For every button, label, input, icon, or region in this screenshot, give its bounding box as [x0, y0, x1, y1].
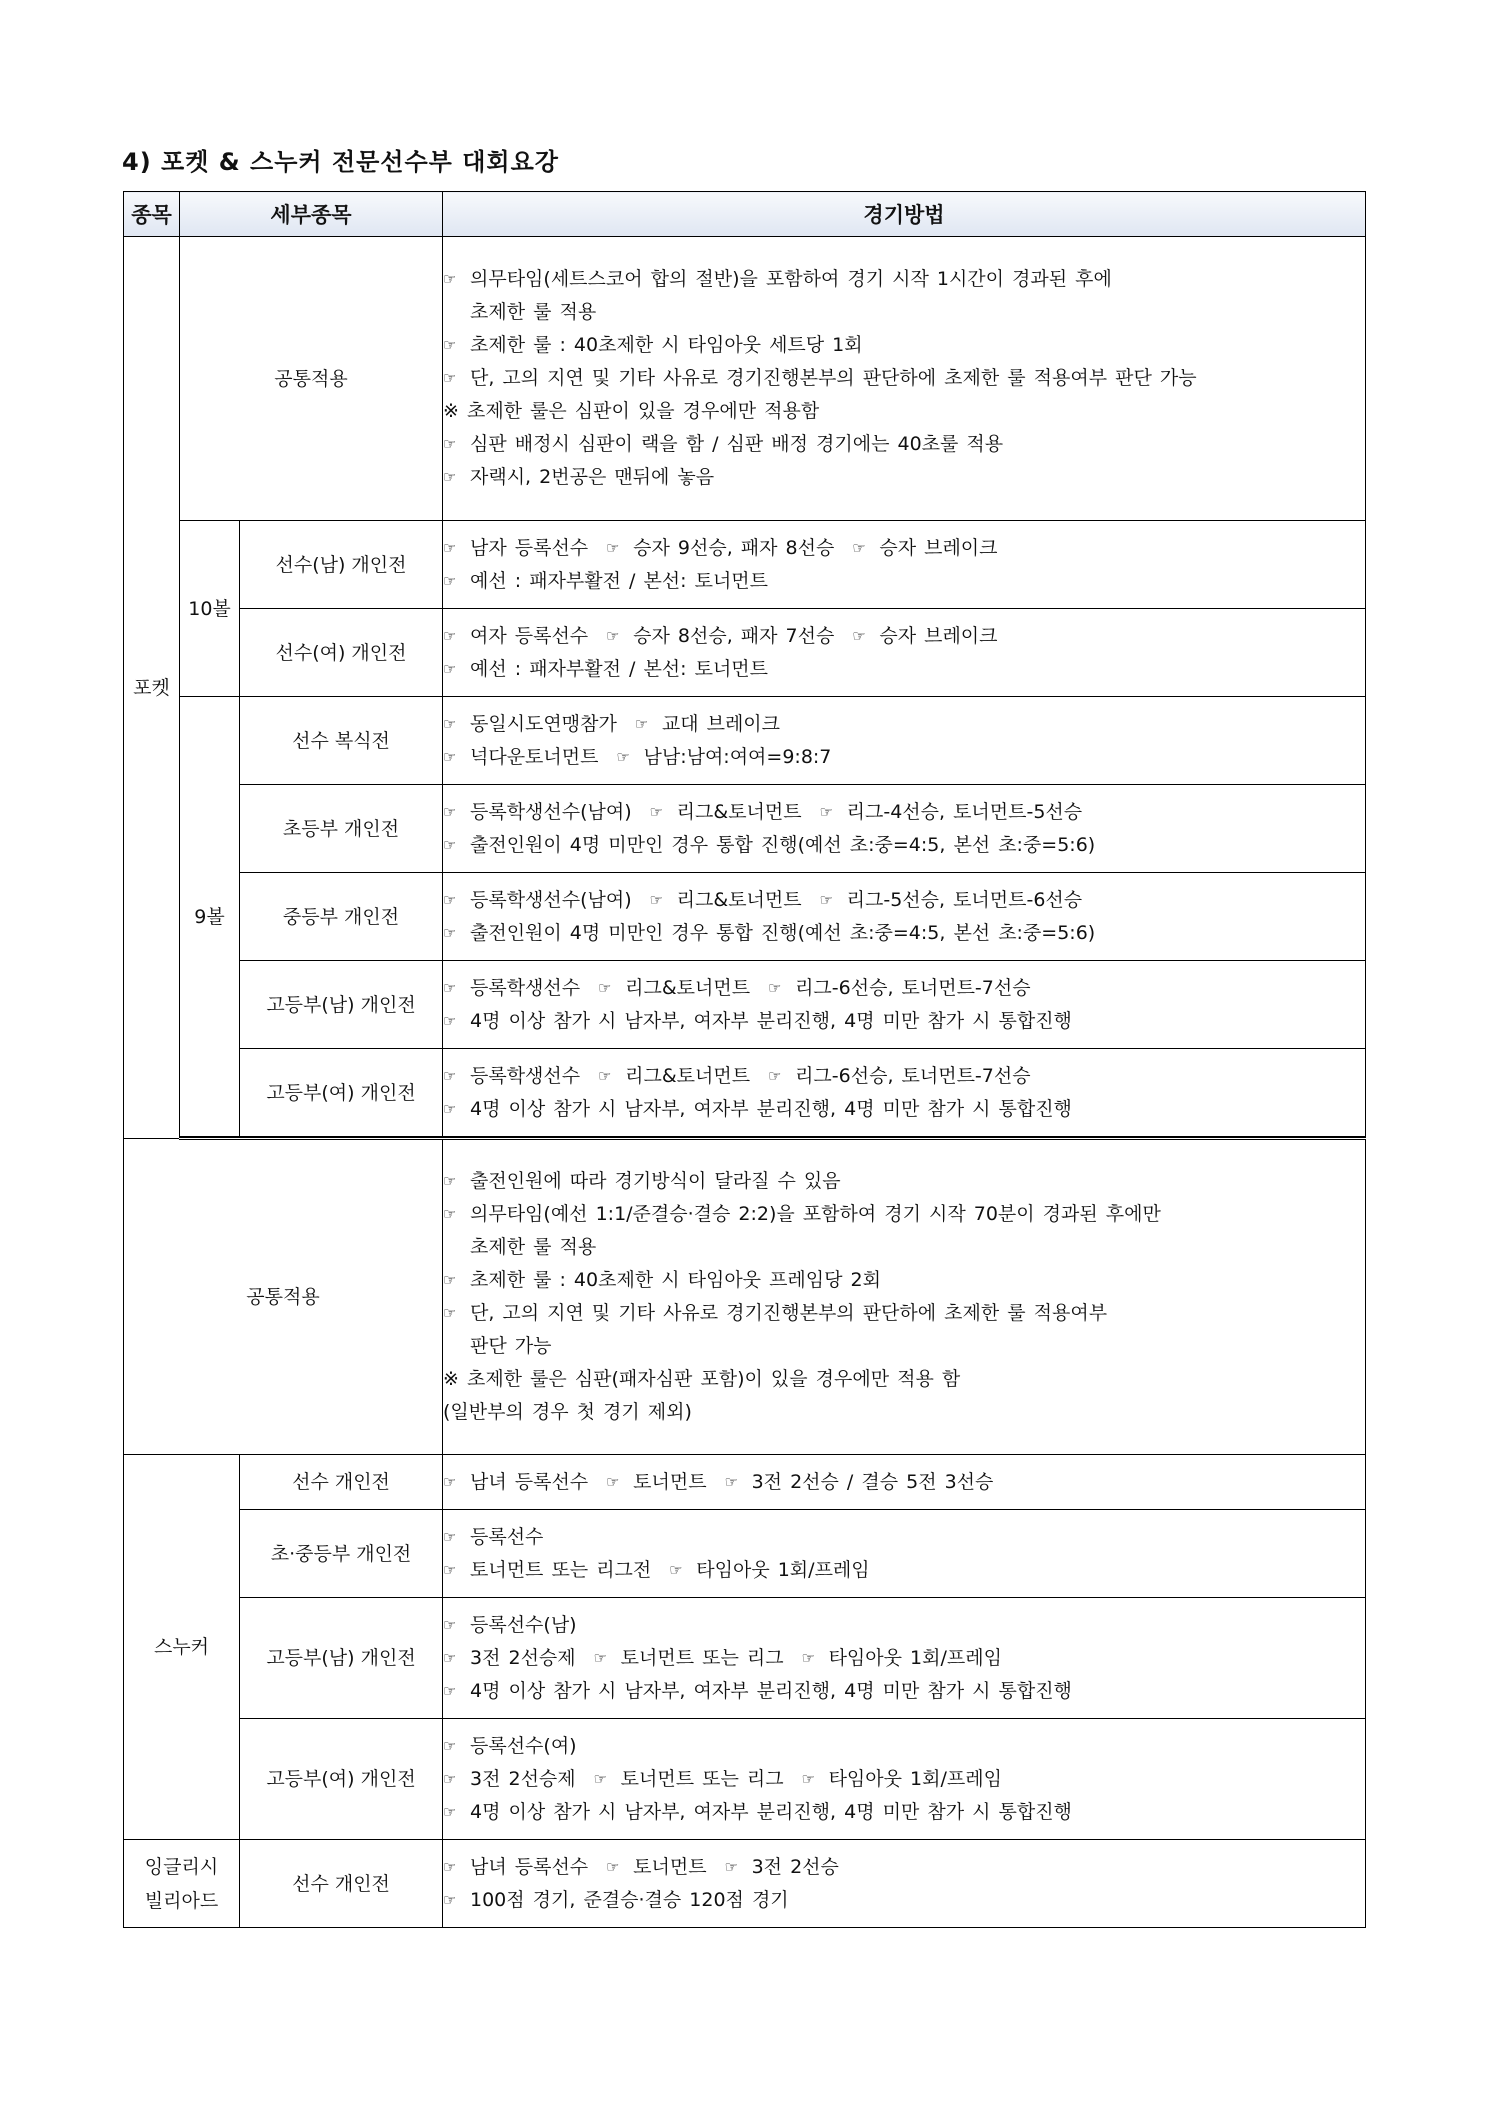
pointing-hand-icon: ☞ [801, 1769, 816, 1788]
rule-line [443, 1060, 1365, 1093]
rule-text: 승자 브레이크 [879, 536, 998, 559]
rule-line [443, 428, 1365, 461]
pointing-hand-icon: ☞ [649, 890, 664, 909]
pointing-hand-icon: ☞ [443, 1205, 457, 1223]
rule-text: 초제한 룰 적용 [470, 1236, 597, 1258]
pointing-hand-icon: ☞ [606, 1472, 620, 1491]
pointing-hand-icon: ☞ [801, 1648, 816, 1667]
rule-line [443, 532, 1365, 565]
rule-text: 100점 경기, 준결승·결승 120점 경기 [470, 1888, 789, 1911]
pointing-hand-icon: ☞ [443, 1527, 457, 1546]
pointing-hand-icon: ☞ [443, 1066, 457, 1085]
label-doubles: 선수 복식전 [240, 697, 443, 785]
pointing-hand-icon: ☞ [443, 1857, 457, 1876]
table-row [124, 1455, 1366, 1510]
category-english-line2: 빌리아드 [144, 1889, 219, 1912]
rule-text: 토너먼트 또는 리그 [620, 1767, 784, 1790]
rule-text: 토너먼트 또는 리그 [620, 1646, 784, 1669]
rule-text: 등록학생선수 [470, 976, 581, 999]
rule-line [443, 1363, 1365, 1396]
rule-text: 초제한 룰 : 40초제한 시 타임아웃 프레임당 2회 [470, 1269, 881, 1291]
pointing-hand-icon: ☞ [443, 1615, 457, 1634]
rule-text: 4명 이상 참가 시 남자부, 여자부 분리진행, 4명 미만 참가 시 통합진행 [470, 1009, 1072, 1032]
label-snooker-individual: 선수 개인전 [240, 1455, 443, 1510]
pointing-hand-icon: ☞ [606, 1857, 620, 1876]
pointing-hand-icon: ☞ [443, 468, 457, 486]
table-row [124, 873, 1366, 961]
pointing-hand-icon: ☞ [443, 435, 457, 453]
rule-line [443, 1796, 1365, 1829]
rule-text: 초제한 룰 적용 [470, 301, 597, 323]
rule-text: 리그&토너먼트 [625, 976, 751, 999]
rule-text: 등록학생선수(남여) [470, 888, 632, 911]
rule-line [443, 1264, 1365, 1297]
rule-text: 4명 이상 참가 시 남자부, 여자부 분리진행, 4명 미만 참가 시 통합진행 [470, 1679, 1072, 1702]
rule-line [443, 1466, 1365, 1499]
desc-high-men-individual [443, 961, 1366, 1049]
label-high-men-individual: 고등부(남) 개인전 [240, 961, 443, 1049]
pointing-hand-icon: ☞ [443, 1172, 457, 1190]
label-middle-individual: 중등부 개인전 [240, 873, 443, 961]
table-row [124, 1049, 1366, 1137]
label-general-common: 공통적용 [124, 1139, 443, 1455]
table-row [124, 697, 1366, 785]
group-9-ball: 9볼 [180, 697, 240, 1137]
pointing-hand-icon: ☞ [724, 1472, 739, 1491]
pointing-hand-icon: ☞ [443, 1271, 457, 1289]
pointing-hand-icon: ☞ [443, 1472, 457, 1491]
rule-line [443, 1851, 1365, 1884]
rule-text: 남남:남여:여여=9:8:7 [643, 745, 832, 768]
desc-middle-individual [443, 873, 1366, 961]
rule-text: 타임아웃 1회/프레임 [828, 1646, 1002, 1669]
pointing-hand-icon: ☞ [768, 978, 782, 997]
header-method: 경기방법 [443, 192, 1366, 237]
desc-snooker-high-women [443, 1719, 1366, 1840]
rule-line [443, 362, 1365, 395]
pointing-hand-icon: ☞ [819, 802, 834, 821]
rule-line [443, 620, 1365, 653]
rule-line [443, 1231, 1365, 1264]
rule-line [443, 1554, 1365, 1587]
rule-text: 예선 : 패자부활전 / 본선: 토너먼트 [470, 569, 769, 592]
rule-text: 단, 고의 지연 및 기타 사유로 경기진행본부의 판단하에 초제한 룰 적용여부 [470, 1302, 1108, 1324]
desc-elem-individual [443, 785, 1366, 873]
rule-line [443, 972, 1365, 1005]
rule-text: 리그&토너먼트 [676, 800, 802, 823]
rule-text: 등록학생선수(남여) [470, 800, 632, 823]
desc-pocket-common [443, 237, 1366, 521]
rule-text: 등록선수(남) [470, 1613, 577, 1636]
rule-line [443, 461, 1365, 494]
desc-snooker-individual [443, 1455, 1366, 1510]
pointing-hand-icon: ☞ [724, 1857, 739, 1876]
label-snooker-high-men: 고등부(남) 개인전 [240, 1598, 443, 1719]
rule-text: 토너먼트 [633, 1470, 707, 1493]
pointing-hand-icon: ☞ [593, 1648, 608, 1667]
rule-line [443, 1521, 1365, 1554]
group-10-ball: 10볼 [180, 521, 240, 697]
category-english-line1: 잉글리시 [144, 1855, 219, 1878]
rule-line [443, 917, 1365, 950]
rule-text: 남녀 등록선수 [470, 1855, 589, 1878]
pointing-hand-icon: ☞ [443, 1560, 457, 1579]
rule-line [443, 296, 1365, 329]
rule-text: 여자 등록선수 [470, 624, 589, 647]
rule-text: 타임아웃 1회/프레임 [828, 1767, 1002, 1790]
pointing-hand-icon: ☞ [598, 978, 612, 997]
rule-line [443, 1396, 1365, 1429]
rule-line [443, 1730, 1365, 1763]
desc-men-individual [443, 521, 1366, 609]
pointing-hand-icon: ☞ [443, 1099, 457, 1118]
rule-text: 리그-6선승, 토너먼트-7선승 [795, 1064, 1031, 1087]
pointing-hand-icon: ☞ [649, 802, 664, 821]
pointing-hand-icon: ☞ [443, 1648, 457, 1667]
table-row [124, 1840, 1366, 1928]
rule-text: 단, 고의 지연 및 기타 사유로 경기진행본부의 판단하에 초제한 룰 적용여부 판단 가능 [470, 367, 1197, 389]
pointing-hand-icon: ☞ [768, 1066, 782, 1085]
label-elem-individual: 초등부 개인전 [240, 785, 443, 873]
rule-line [443, 796, 1365, 829]
rule-text: 3전 2선승제 [470, 1767, 576, 1790]
pointing-hand-icon: ☞ [443, 978, 457, 997]
rule-line [443, 1884, 1365, 1917]
rule-text: 토너먼트 또는 리그전 [470, 1558, 652, 1581]
rule-line [443, 1763, 1365, 1796]
desc-doubles [443, 697, 1366, 785]
label-women-individual: 선수(여) 개인전 [240, 609, 443, 697]
rule-text: 등록선수 [470, 1525, 544, 1548]
table-row [124, 1598, 1366, 1719]
pointing-hand-icon: ☞ [443, 890, 457, 909]
pointing-hand-icon: ☞ [443, 538, 457, 557]
pointing-hand-icon: ☞ [443, 1736, 457, 1755]
rule-line [443, 1642, 1365, 1675]
rule-line [443, 1093, 1365, 1126]
category-english-billiards [124, 1840, 240, 1928]
table-row [124, 1510, 1366, 1598]
pointing-hand-icon: ☞ [443, 714, 457, 733]
table-row [124, 1139, 1366, 1455]
rule-line [443, 829, 1365, 862]
pointing-hand-icon: ☞ [852, 538, 866, 557]
pointing-hand-icon: ☞ [443, 270, 457, 288]
rule-text: 3전 2선승 / 결승 5전 3선승 [751, 1470, 994, 1493]
rule-text: 자랙시, 2번공은 맨뒤에 놓음 [470, 466, 715, 488]
desc-english-individual [443, 1840, 1366, 1928]
page-title: 4) 포켓 & 스누커 전문선수부 대회요강 [122, 148, 559, 176]
rule-text: 리그&토너먼트 [676, 888, 802, 911]
rule-line [443, 395, 1365, 428]
pointing-hand-icon: ☞ [606, 626, 620, 645]
header-event: 종목 [124, 192, 180, 237]
label-men-individual: 선수(남) 개인전 [240, 521, 443, 609]
rule-text: 예선 : 패자부활전 / 본선: 토너먼트 [470, 657, 769, 680]
pointing-hand-icon: ☞ [443, 835, 457, 854]
rule-text: 리그&토너먼트 [625, 1064, 751, 1087]
pointing-hand-icon: ☞ [593, 1769, 608, 1788]
rule-line [443, 1165, 1365, 1198]
label-snooker-elem-middle: 초·중등부 개인전 [240, 1510, 443, 1598]
table-row [124, 961, 1366, 1049]
pointing-hand-icon: ☞ [443, 1890, 457, 1909]
rule-line [443, 884, 1365, 917]
desc-high-women-individual [443, 1049, 1366, 1137]
desc-general-common [443, 1139, 1366, 1455]
pointing-hand-icon: ☞ [598, 1066, 612, 1085]
pointing-hand-icon: ☞ [443, 1304, 457, 1322]
rule-text: 승자 9선승, 패자 8선승 [633, 536, 835, 559]
rule-text: 남자 등록선수 [470, 536, 589, 559]
rule-text: 리그-5선승, 토너먼트-6선승 [846, 888, 1083, 911]
rule-text: 의무타임(예선 1:1/준결승·결승 2:2)을 포함하여 경기 시작 70분이 경과된 후에만 [470, 1203, 1161, 1225]
table-row [124, 237, 1366, 521]
rule-text: 등록학생선수 [470, 1064, 581, 1087]
rule-text: 3전 2선승 [751, 1855, 839, 1878]
pointing-hand-icon: ☞ [443, 1011, 457, 1030]
rule-text: 4명 이상 참가 시 남자부, 여자부 분리진행, 4명 미만 참가 시 통합진행 [470, 1097, 1072, 1120]
rule-line [443, 565, 1365, 598]
rule-text: 4명 이상 참가 시 남자부, 여자부 분리진행, 4명 미만 참가 시 통합진행 [470, 1800, 1072, 1823]
rule-line [443, 263, 1365, 296]
pointing-hand-icon: ☞ [443, 626, 457, 645]
pointing-hand-icon: ☞ [443, 1681, 457, 1700]
table-row [124, 609, 1366, 697]
rule-text: ※ 초제한 룰은 심판이 있을 경우에만 적용함 [443, 400, 820, 422]
desc-women-individual [443, 609, 1366, 697]
rule-line [443, 708, 1365, 741]
rule-text: (일반부의 경우 첫 경기 제외) [443, 1401, 692, 1423]
rule-text: 토너먼트 [633, 1855, 707, 1878]
rule-line [443, 1675, 1365, 1708]
pointing-hand-icon: ☞ [606, 538, 620, 557]
pointing-hand-icon: ☞ [819, 890, 834, 909]
rule-text: 출전인원이 4명 미만인 경우 통합 진행(예선 초:중=4:5, 본선 초:중=5:6) [470, 833, 1096, 856]
rule-text: 심판 배정시 심판이 랙을 함 / 심판 배정 경기에는 40초룰 적용 [470, 433, 1004, 455]
rule-text: 판단 가능 [470, 1335, 552, 1357]
category-pocket: 포켓 [124, 237, 180, 1139]
pointing-hand-icon: ☞ [443, 659, 457, 678]
label-high-women-individual: 고등부(여) 개인전 [240, 1049, 443, 1137]
rule-text: 교대 브레이크 [661, 712, 781, 735]
header-sub-event: 세부종목 [180, 192, 443, 237]
pointing-hand-icon: ☞ [443, 747, 457, 766]
rule-text: 3전 2선승제 [470, 1646, 576, 1669]
pointing-hand-icon: ☞ [669, 1560, 683, 1579]
rule-text: 리그-6선승, 토너먼트-7선승 [795, 976, 1031, 999]
rule-line [443, 741, 1365, 774]
pointing-hand-icon: ☞ [852, 626, 866, 645]
rule-line [443, 1297, 1365, 1330]
rule-line [443, 329, 1365, 362]
rule-line [443, 1330, 1365, 1363]
rule-line [443, 1609, 1365, 1642]
table-row [124, 1719, 1366, 1840]
table-row [124, 521, 1366, 609]
label-pocket-common: 공통적용 [180, 237, 443, 521]
rule-text: 타임아웃 1회/프레임 [696, 1558, 870, 1581]
label-english-individual: 선수 개인전 [240, 1840, 443, 1928]
pointing-hand-icon: ☞ [443, 1769, 457, 1788]
rule-line [443, 1005, 1365, 1038]
rule-text: 출전인원이 4명 미만인 경우 통합 진행(예선 초:중=4:5, 본선 초:중=5:6) [470, 921, 1096, 944]
rule-text: 등록선수(여) [470, 1734, 577, 1757]
desc-snooker-high-men [443, 1598, 1366, 1719]
pointing-hand-icon: ☞ [616, 747, 630, 766]
table-row [124, 785, 1366, 873]
rule-text: 동일시도연맹참가 [470, 712, 617, 735]
label-snooker-high-women: 고등부(여) 개인전 [240, 1719, 443, 1840]
pointing-hand-icon: ☞ [443, 802, 457, 821]
rule-text: 초제한 룰 : 40초제한 시 타임아웃 세트당 1회 [470, 334, 863, 356]
rule-text: 의무타임(세트스코어 합의 절반)을 포함하여 경기 시작 1시간이 경과된 후에 [470, 268, 1112, 290]
rule-line [443, 653, 1365, 686]
desc-snooker-elem-middle [443, 1510, 1366, 1598]
rule-line [443, 1198, 1365, 1231]
rule-text: 승자 브레이크 [879, 624, 998, 647]
pointing-hand-icon: ☞ [443, 336, 457, 354]
pointing-hand-icon: ☞ [443, 369, 457, 387]
rule-text: 넉다운토너먼트 [470, 745, 599, 768]
rule-text: ※ 초제한 룰은 심판(패자심판 포함)이 있을 경우에만 적용 함 [443, 1368, 961, 1390]
pointing-hand-icon: ☞ [443, 923, 457, 942]
rule-text: 리그-4선승, 토너먼트-5선승 [846, 800, 1083, 823]
pointing-hand-icon: ☞ [443, 1802, 457, 1821]
rule-text: 승자 8선승, 패자 7선승 [633, 624, 835, 647]
table-header-row [124, 192, 1366, 237]
competition-rules-table [123, 191, 1366, 1928]
pointing-hand-icon: ☞ [634, 714, 649, 733]
pointing-hand-icon: ☞ [443, 571, 457, 590]
rule-text: 출전인원에 따라 경기방식이 달라질 수 있음 [470, 1170, 841, 1192]
rule-text: 남녀 등록선수 [470, 1470, 589, 1493]
category-snooker: 스누커 [124, 1455, 240, 1840]
